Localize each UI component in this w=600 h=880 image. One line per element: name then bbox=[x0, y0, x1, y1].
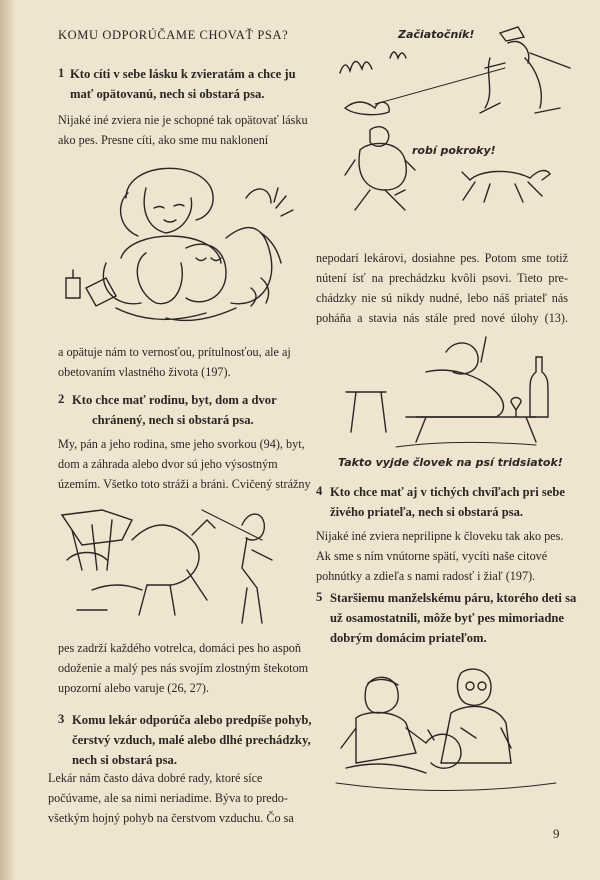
item-5-line-1: Staršiemu manželskému páru, ktorého deti sa bbox=[330, 591, 577, 605]
page-number: 9 bbox=[553, 826, 560, 841]
caption-progress: robí pokroky! bbox=[412, 144, 496, 157]
paragraph-1-line-1: Nijaké iné zviera nie je schopné tak opätovať lásku bbox=[58, 113, 308, 127]
paragraph-2b bbox=[58, 638, 310, 698]
man-at-table-illustration bbox=[336, 332, 570, 450]
item-4-text bbox=[330, 482, 570, 522]
guard-dog-illustration bbox=[52, 500, 282, 630]
item-5-line-2: už osamostatnili, môže byť pes mimoriadne bbox=[330, 611, 564, 625]
paragraph-2b-line-2: odoženie a malý pes nás svojím zlostným štekotom bbox=[58, 661, 309, 675]
item-5-line-3: dobrým domácim priateľom. bbox=[330, 631, 487, 645]
paragraph-1b-line-2: obetovaním vlastného života (197). bbox=[58, 365, 231, 379]
item-1-line-1: Kto cíti v sebe lásku k zvieratám a chce ju bbox=[70, 67, 296, 81]
paragraph-2-line-1: My, pán a jeho rodina, sme jeho svorkou (94), byt, bbox=[58, 437, 305, 451]
paragraph-3b-line-2: nútení ísť na prechádzku kvôli psovi. Tieto pre- bbox=[316, 271, 568, 285]
item-3-line-2: čerstvý vzduch, malé alebo dlhé prechádzky, bbox=[72, 733, 311, 747]
paragraph-3-line-3: všetkým hojný pohyb na čerstvom vzduchu. Čo sa bbox=[48, 811, 294, 825]
paragraph-2-line-3: územím. Všetko toto stráži a bráni. Cvičený strážny bbox=[58, 477, 311, 491]
paragraph-2 bbox=[58, 434, 310, 494]
paragraph-4-line-2: Ak sme s ním vnútorne spätí, vycíti naše citové bbox=[316, 549, 548, 563]
item-3-number: 3 bbox=[58, 712, 65, 726]
paragraph-3b-line-1: nepodarí lekárovi, dosiahne pes. Potom sme totiž bbox=[316, 251, 568, 265]
paragraph-2b-line-1: pes zadrží každého votrelca, domáci pes ho aspoň bbox=[58, 641, 301, 655]
paragraph-4-line-1: Nijaké iné zviera neprilipne k človeku tak ako pes. bbox=[316, 529, 564, 543]
paragraph-4-line-3: pohnútky a zdieľa s nami radosť i žiaľ (197). bbox=[316, 569, 536, 583]
paragraph-2-line-2: dom a záhrada alebo dvor sú jeho výsostným bbox=[58, 457, 278, 471]
item-3-text bbox=[72, 710, 312, 770]
item-4-number: 4 bbox=[316, 484, 323, 498]
paragraph-2b-line-3: upozorní alebo varuje (26, 27). bbox=[58, 681, 209, 695]
item-2-line-2: chránený, nech si obstará psa. bbox=[92, 413, 254, 427]
paragraph-1 bbox=[58, 110, 310, 150]
paragraph-1b-line-1: a opätuje nám to vernosťou, prítulnosťou, ale aj bbox=[58, 345, 291, 359]
item-5-number: 5 bbox=[316, 590, 323, 604]
item-5-text bbox=[330, 588, 577, 648]
elderly-couple-illustration bbox=[326, 668, 566, 798]
item-3-line-3: nech si obstará psa. bbox=[72, 753, 177, 767]
item-4-line-1: Kto chce mať aj v tichých chvíľach pri sebe bbox=[330, 485, 565, 499]
paragraph-3 bbox=[48, 768, 310, 828]
caption-thirty: Takto vyjde človek na psí tridsiatok! bbox=[338, 456, 563, 469]
caption-beginner: Začiatočník! bbox=[398, 28, 475, 41]
item-4-line-2: živého priateľa, nech si obstará psa. bbox=[330, 505, 524, 519]
item-2-text bbox=[72, 390, 312, 430]
item-1-number: 1 bbox=[58, 66, 65, 80]
page-heading: KOMU ODPORÚČAME CHOVAŤ PSA? bbox=[58, 28, 289, 43]
paragraph-3-line-1: Lekár nám často dáva dobré rady, ktoré síce bbox=[48, 771, 263, 785]
item-2-number: 2 bbox=[58, 392, 65, 406]
item-1-line-2: mať opätovanú, nech si obstará psa. bbox=[70, 87, 265, 101]
paragraph-4 bbox=[316, 526, 568, 586]
item-2-line-1: Kto chce mať rodinu, byt, dom a dvor bbox=[72, 393, 277, 407]
woman-with-pets-illustration bbox=[46, 158, 296, 333]
paragraph-3b-line-4: poháňa a stavia nás stále pred nové úlohy (13). bbox=[316, 311, 568, 325]
paragraph-1-line-2: ako pes. Presne cíti, ako sme mu naklonení bbox=[58, 133, 269, 147]
item-1-text bbox=[70, 64, 310, 104]
progress-running-illustration bbox=[340, 120, 570, 220]
paragraph-3b bbox=[316, 248, 568, 328]
paragraph-3-line-2: počúvame, ale sa nimi neriadime. Býva to predo- bbox=[48, 791, 288, 805]
paragraph-1b bbox=[58, 342, 310, 382]
page-spine-shadow bbox=[0, 0, 16, 880]
paragraph-3b-line-3: chádzky nie sú nikdy nudné, lebo náš priateľ nás bbox=[316, 291, 568, 305]
item-3-line-1: Komu lekár odporúča alebo predpíše pohyb, bbox=[72, 713, 312, 727]
